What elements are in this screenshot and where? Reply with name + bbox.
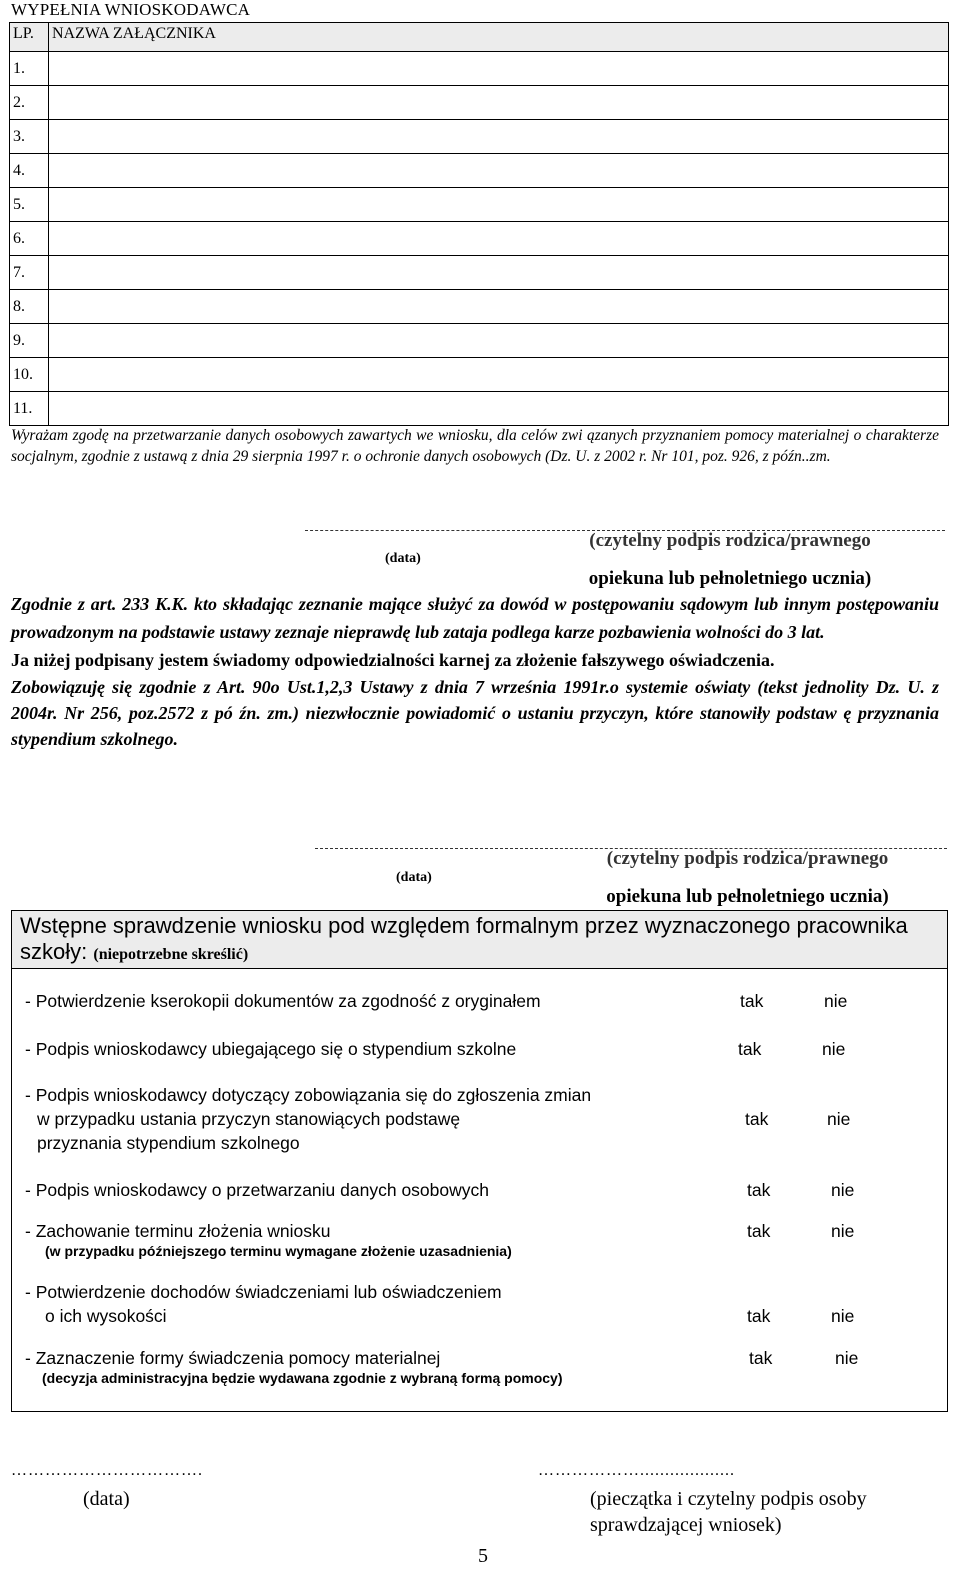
data-processing-consent: Wyrażam zgodę na przetwarzanie danych osobowych zawartych we wniosku, dla celów zwi ązanych przyznaniem pomocy materialnej o charakterze socjalnym, zgodnie z ustawą z dnia 29 sierpnia 1997 r. o ochronie danych osobowych (Dz. U. z 2002 r. Nr 101, poz. 926, z późn..zm. [11,427,939,465]
table-row [10,120,949,154]
attachments-table [9,22,949,426]
form-section-title: WYPEŁNIA WNIOSKODAWCA [11,0,251,19]
attachment-name-cell[interactable] [49,290,949,324]
signature-label-line2: opiekuna lub pełnoletniego ucznia) [588,568,872,589]
date-line[interactable] [305,530,520,531]
table-row [10,154,949,188]
option-yes[interactable]: tak [747,1180,771,1200]
penal-code-statement: Zgodnie z art. 233 K.K. kto składając zeznanie mające służyć za dowód w postępowaniu sądowym lub innym postępowaniu prowadzonym na podstawie ustawy zeznaje nieprawdę lub zataja podlega karze pozbawienia wolności do 3 lat. [11,594,939,642]
option-no[interactable]: nie [835,1348,859,1368]
signature-label-line1: (czytelny podpis rodzica/prawnego [589,530,871,551]
option-yes[interactable]: tak [738,1039,762,1059]
footer-signature-label-line2: sprawdzającej wniosek) [590,1514,782,1536]
table-row [10,392,949,426]
option-yes[interactable]: tak [747,1306,771,1326]
option-yes[interactable]: tak [747,1221,771,1241]
table-row [10,86,949,120]
footer-signature-dots[interactable]: ………………................... [538,1462,735,1479]
footer-date-dots[interactable]: ……………………………. [11,1462,203,1479]
check-item-data-consent: - Podpis wnioskodawcy o przetwarzaniu danych osobowych [25,1180,489,1200]
row-number: 7. [10,256,49,290]
row-number: 3. [10,120,49,154]
page-number: 5 [478,1545,488,1567]
obligation-statement: Zobowiązuję się zgodnie z Art. 90o Ust.1,2,3 Ustawy z dnia 7 września 1991r.o systemie oświaty (tekst jednolity Dz. U. z 2004r. Nr 256, poz.2572 z pó źn. zm.) niezwłocznie powiadomić o ustaniu przyczyn, które stanowiły podstaw ę przyznania stypendium szkolnego. [11,677,939,749]
verification-title-note: (niepotrzebne skreślić) [93,946,249,963]
table-header-row [10,23,949,52]
row-number: 1. [10,52,49,86]
row-number: 10. [10,358,49,392]
verification-title [20,913,920,968]
table-row [10,222,949,256]
footer-date-label: (data) [83,1488,130,1510]
attachment-name-cell[interactable] [49,392,949,426]
table-row [10,188,949,222]
option-yes[interactable]: tak [740,991,764,1011]
verification-box [11,910,948,1412]
row-number: 11. [10,392,49,426]
option-no[interactable]: nie [831,1221,855,1241]
option-no[interactable]: nie [831,1306,855,1326]
attachment-name-cell[interactable] [49,86,949,120]
option-no[interactable]: nie [831,1180,855,1200]
attachment-name-cell[interactable] [49,188,949,222]
table-row [10,256,949,290]
column-header-attachment-name: NAZWA ZAŁĄCZNIKA [49,23,949,52]
option-no[interactable]: nie [822,1039,846,1059]
check-item-aid-form-note: (decyzja administracyjna będzie wydawana zgodnie z wybraną formą pomocy) [42,1370,563,1386]
check-item-deadline-note: (w przypadku późniejszego terminu wymagane złożenie uzasadnienia) [45,1243,512,1259]
row-number: 2. [10,86,49,120]
check-item-aid-form: - Zaznaczenie formy świadczenia pomocy materialnej [25,1348,441,1368]
column-header-lp: LP. [10,23,49,52]
date-label: (data) [385,551,421,566]
attachment-name-cell[interactable] [49,324,949,358]
attachment-name-cell[interactable] [49,52,949,86]
attachment-name-cell[interactable] [49,154,949,188]
row-number: 5. [10,188,49,222]
attachment-name-cell[interactable] [49,222,949,256]
check-item-income: - Potwierdzenie dochodów świadczeniami lub oświadczeniem o ich wysokości [25,1282,502,1326]
option-no[interactable]: nie [827,1109,851,1129]
row-number: 8. [10,290,49,324]
check-item-copies: - Potwierdzenie kserokopii dokumentów za zgodność z oryginałem [25,991,541,1011]
footer-signature-label-line1: (pieczątka i czytelny podpis osoby [590,1488,867,1510]
row-number: 6. [10,222,49,256]
verification-title-text: Wstępne sprawdzenie wniosku pod względem formalnym przez wyznaczonego pracownika szkoły: [20,913,908,964]
check-item-deadline: - Zachowanie terminu złożenia wniosku [25,1221,331,1241]
liability-declaration: Ja niżej podpisany jestem świadomy odpowiedzialności karnej za złożenie fałszywego oświadczenia. [11,650,775,670]
check-item-applicant-signature: - Podpis wnioskodawcy ubiegającego się o stypendium szkolne [25,1039,517,1059]
signature-label-line1: (czytelny podpis rodzica/prawnego [606,848,889,869]
table-row [10,324,949,358]
table-row [10,52,949,86]
option-yes[interactable]: tak [749,1348,773,1368]
option-yes[interactable]: tak [745,1109,769,1129]
row-number: 4. [10,154,49,188]
legal-statements [11,590,939,752]
verification-header [12,911,947,969]
attachment-name-cell[interactable] [49,120,949,154]
signature-label-line2: opiekuna lub pełnoletniego ucznia) [606,886,889,907]
row-number: 9. [10,324,49,358]
table-row [10,290,949,324]
option-no[interactable]: nie [824,991,848,1011]
attachment-name-cell[interactable] [49,358,949,392]
check-item-obligation-signature: - Podpis wnioskodawcy dotyczący zobowiązania się do zgłoszenia zmian w przypadku ustania przyczyn stanowiących podstawę przyznania stypendium szkolnego [25,1085,592,1153]
attachment-name-cell[interactable] [49,256,949,290]
date-label: (data) [396,870,432,885]
date-line[interactable] [315,848,538,849]
table-row [10,358,949,392]
